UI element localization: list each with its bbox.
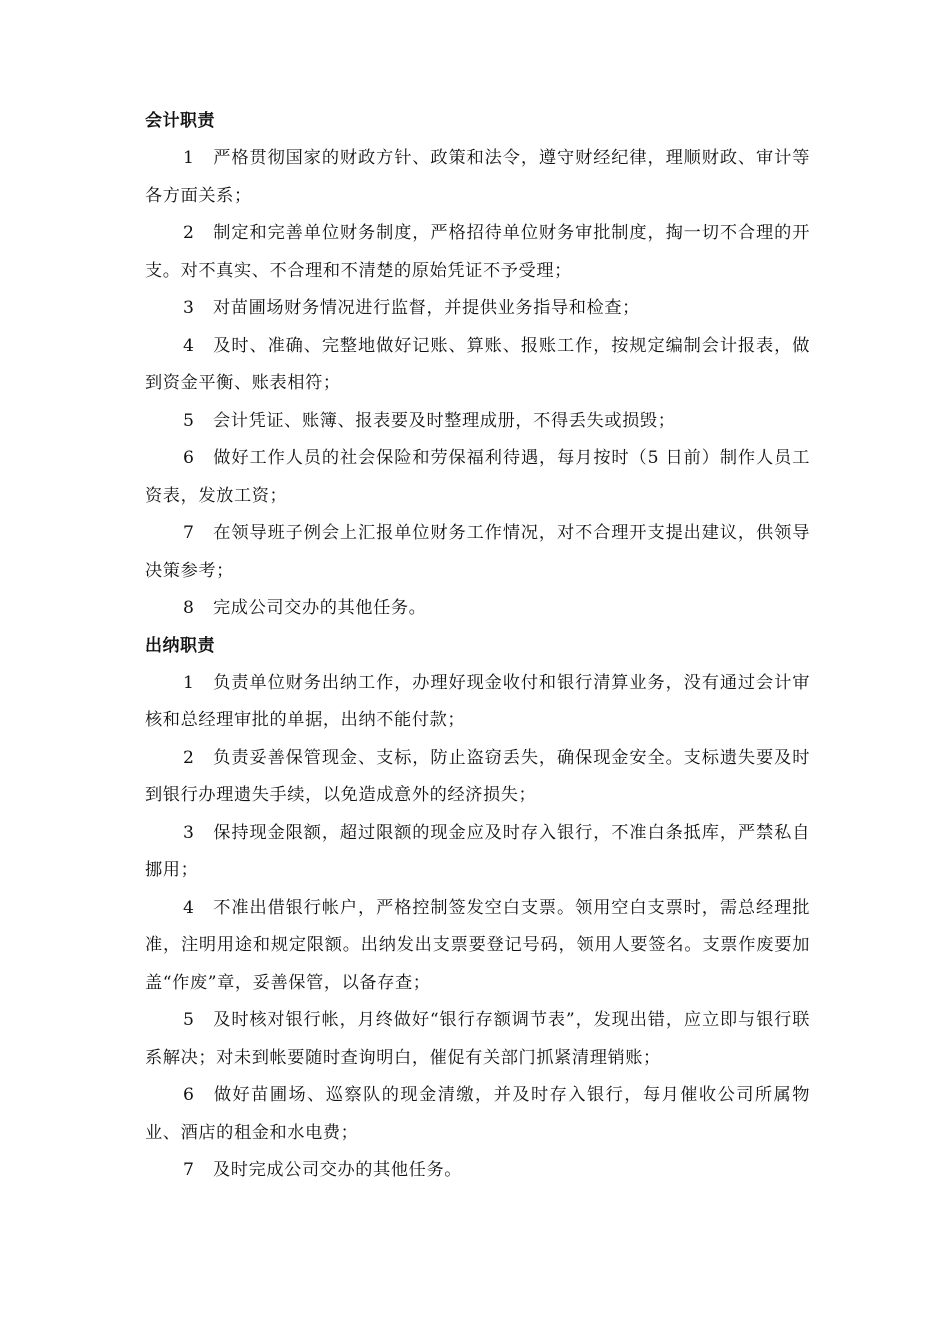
item-text: 不准出借银行帐户，严格控制签发空白支票。领用空白支票时，需总经理批准，注明用途和规定限额。出纳发出支票要登记号码，领用人要签名。支票作废要加盖“作废”章，妥善保管，以备存查； [145, 897, 810, 993]
list-item [145, 665, 810, 740]
item-number: 3 [183, 298, 195, 318]
list-item [145, 403, 810, 441]
list-item [145, 1152, 810, 1190]
list-item [145, 140, 810, 215]
item-text: 及时完成公司交办的其他任务。 [213, 1160, 463, 1180]
list-item [145, 815, 810, 890]
list-item [145, 290, 810, 328]
list-item [145, 1077, 810, 1152]
item-number: 3 [183, 822, 195, 843]
list-item [145, 328, 810, 403]
list-item [145, 890, 810, 1003]
section-title: 会计职责 [145, 111, 215, 131]
item-number: 1 [183, 672, 195, 693]
document-body [145, 103, 810, 1190]
item-text: 及时核对银行帐，月终做好“银行存额调节表”，发现出错，应立即与银行联系解决；对未到帐要随时查询明白，催促有关部门抓紧清理销账； [145, 1010, 810, 1068]
item-number: 5 [183, 410, 195, 431]
item-number: 7 [183, 523, 195, 543]
item-text: 完成公司交办的其他任务。 [213, 598, 427, 618]
list-item [145, 590, 810, 628]
section-accounting [145, 103, 810, 628]
item-text: 会计凭证、账簿、报表要及时整理成册，不得丢失或损毁； [213, 410, 676, 431]
item-text: 严格贯彻国家的财政方针、政策和法令，遵守财经纪律，理顺财政、审计等各方面关系； [145, 148, 810, 206]
item-text: 及时、准确、完整地做好记账、算账、报账工作，按规定编制会计报表，做到资金平衡、账表相符； [145, 335, 810, 393]
item-number: 2 [183, 747, 195, 768]
section-cashier [145, 628, 810, 1190]
item-text: 制定和完善单位财务制度，严格招待单位财务审批制度，掏一切不合理的开支。对不真实、不合理和不清楚的原始凭证不予受理； [145, 223, 810, 281]
item-number: 1 [183, 148, 195, 168]
list-item [145, 440, 810, 515]
item-number: 7 [183, 1160, 195, 1180]
item-number: 4 [183, 335, 195, 356]
item-number: 5 [183, 1010, 195, 1030]
item-number: 2 [183, 223, 195, 243]
item-text: 在领导班子例会上汇报单位财务工作情况，对不合理开支提出建议，供领导决策参考； [145, 523, 810, 581]
item-text: 负责妥善保管现金、支标，防止盗窃丢失，确保现金安全。支标遗失要及时到银行办理遗失手续，以免造成意外的经济损失； [145, 747, 810, 805]
item-text: 做好苗圃场、巡察队的现金清缴，并及时存入银行，每月催收公司所属物业、酒店的租金和水电费； [145, 1085, 810, 1143]
item-text: 保持现金限额，超过限额的现金应及时存入银行，不准白条抵库，严禁私自挪用； [145, 822, 810, 880]
item-text: 对苗圃场财务情况进行监督，并提供业务指导和检查； [213, 298, 640, 318]
item-number: 6 [183, 448, 195, 468]
list-item [145, 515, 810, 590]
item-text: 负责单位财务出纳工作，办理好现金收付和银行清算业务，没有通过会计审核和总经理审批的单据，出纳不能付款； [145, 672, 810, 730]
list-item [145, 215, 810, 290]
section-title: 出纳职责 [145, 635, 215, 656]
list-item [145, 740, 810, 815]
item-number: 4 [183, 897, 195, 918]
list-item [145, 1002, 810, 1077]
item-text: 做好工作人员的社会保险和劳保福利待遇，每月按时（5 日前）制作人员工资表，发放工资； [145, 448, 810, 506]
item-number: 6 [183, 1085, 195, 1105]
item-number: 8 [183, 598, 195, 618]
